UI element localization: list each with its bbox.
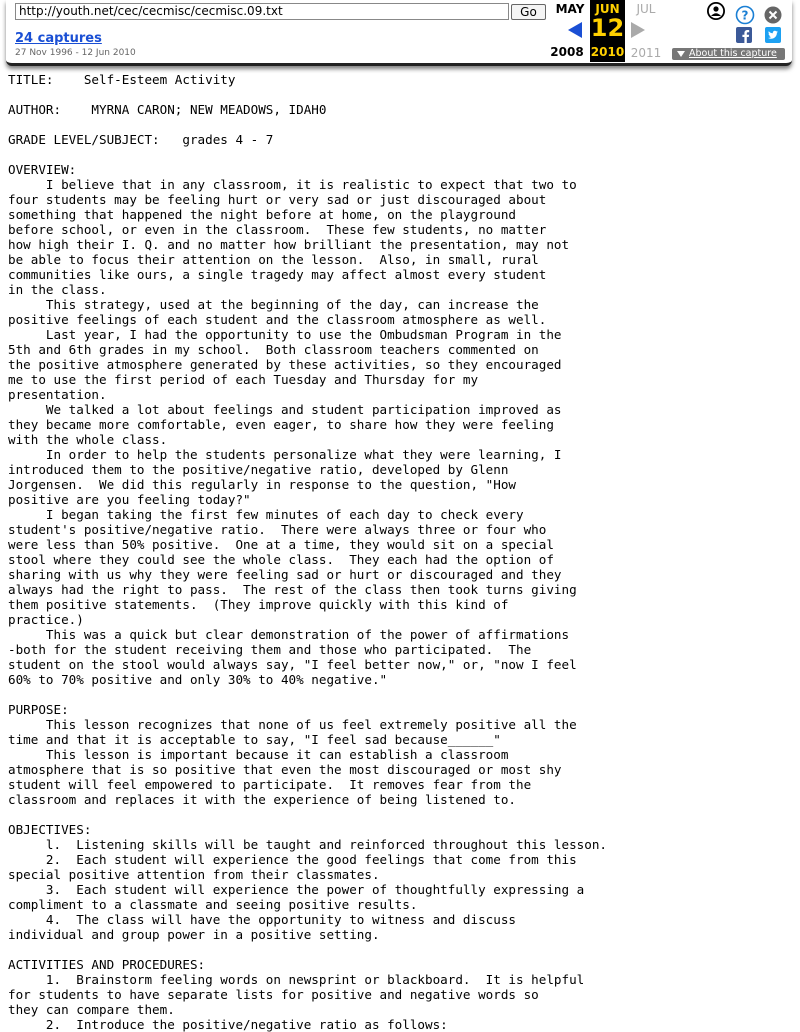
current-capture-column bbox=[590, 0, 625, 62]
close-icon[interactable] bbox=[763, 5, 783, 25]
help-icon[interactable] bbox=[735, 5, 755, 25]
svg-text:?: ? bbox=[741, 8, 749, 23]
url-input[interactable]: http://youth.net/cec/cecmisc/cecmisc.09.txt bbox=[15, 3, 509, 20]
about-this-capture-button[interactable] bbox=[672, 48, 785, 60]
year-prev[interactable]: 2008 bbox=[550, 45, 584, 59]
month-current: JUN bbox=[595, 2, 620, 16]
captures-link[interactable]: 24 captures bbox=[15, 31, 102, 46]
year-next: 2011 bbox=[630, 46, 662, 60]
day-current: 12 bbox=[590, 14, 625, 42]
month-prev[interactable]: MAY bbox=[555, 2, 585, 16]
archived-text-document: TITLE: Self-Esteem Activity AUTHOR: MYRNA CARON; NEW MEADOWS, IDAH0 GRADE LEVEL/SUBJECT: grades 4 - 7 OVERVIEW: I believe that in any classroom, it is realistic to expect that two to four students may be feeling hurt or very sad or just discouraged about something that happened the night before at home, on the playground before school, or even in the classroom. These few students, no matter how high their I. Q. and no matter how brilliant the presentation, may not be able to focus their attention on the lesson. Also, in small, rural communities like ours, a single tragedy may affect almost every student in the class. This strategy, used at the beginning of the day, can increase the positive feelings of each student and the classroom atmosphere as well. Last year, I had the opportunity to use the Ombudsman Program in the 5th and 6th grades in my school. Both classroom teachers commented on the positive atmosphere generated by these activities, so they encouraged me to use the first period of each Tuesday and Thursday for my presentation. We talked a lot about feelings and student participation improved as they became more comfortable, even eager, to share how they were feeling with the whole class. In order to help the students personalize what they were learning, I introduced them to the positive/negative ratio, developed by Glenn Jorgensen. We did this regularly in response to the question, "How positive are you feeling today?" I began taking the first few minutes of each day to check every student's positive/negative ratio. There were always three or four who were less than 50% positive. One at a time, they would sit on a special stool where they could see the whole class. They each had the option of sharing with us why they were feeling sad or hurt or discouraged and they always had the right to pass. The rest of the class then took turns giving them positive statements. (They improve quickly with this kind of practice.) This was a quick but clear demonstration of the power of affirmations -both for the student receiving them and those who participated. The student on the stool would always say, "I feel better now," or, "now I feel 60% to 70% positive and only 30% to 40% negative." PURPOSE: This lesson recognizes that none of us feel extremely positive all the time and that it is acceptable to say, "I feel sad because______" This lesson is important because it can establish a classroom atmosphere that is so positive that even the most discouraged or most shy student will feel empowered to participate. It removes fear from the classroom and replaces it with the experience of being listened to. OBJECTIVES: l. Listening skills will be taught and reinforced throughout this lesson. 2. Each student will experience the good feelings that come from this special positive attention from their classmates. 3. Each student will experience the power of thoughtfully expressing a compliment to a classmate and seeing positive results. 4. The class will have the opportunity to witness and discuss individual and group power in a positive setting. ACTIVITIES AND PROCEDURES: 1. Brainstorm feeling words on newsprint or blackboard. It is helpful for students to have separate lists for positive and negative words so they can compare them. 2. Introduce the positive/negative ratio as follows: bbox=[8, 72, 607, 1032]
month-next: JUL bbox=[636, 2, 656, 16]
wayback-toolbar bbox=[6, 0, 792, 66]
about-this-capture-label: About this capture bbox=[689, 48, 777, 59]
capture-date-range: 27 Nov 1996 - 12 Jun 2010 bbox=[15, 48, 136, 58]
next-capture-arrow-icon bbox=[630, 21, 646, 39]
prev-capture-arrow-icon[interactable] bbox=[567, 21, 583, 39]
facebook-icon[interactable] bbox=[736, 27, 752, 43]
twitter-icon[interactable] bbox=[765, 27, 781, 43]
triangle-down-icon bbox=[677, 51, 685, 57]
year-current: 2010 bbox=[590, 45, 625, 59]
go-button[interactable]: Go bbox=[511, 4, 546, 20]
user-icon[interactable] bbox=[706, 1, 726, 21]
